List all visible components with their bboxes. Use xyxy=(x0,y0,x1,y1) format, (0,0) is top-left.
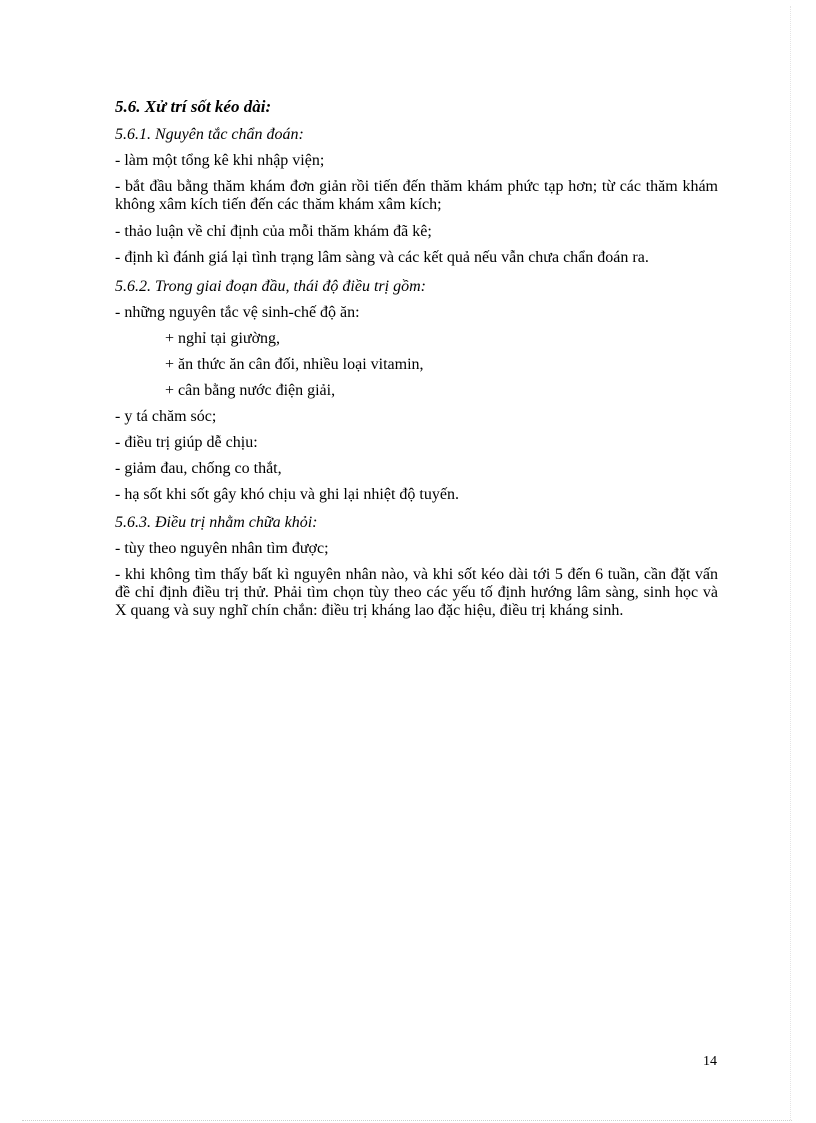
document-body xyxy=(115,96,718,629)
list-item: - những nguyên tắc vệ sinh-chế độ ăn: xyxy=(115,304,360,321)
list-item: - y tá chăm sóc; xyxy=(115,408,217,425)
list-item: - định kì đánh giá lại tình trạng lâm sàng và các kết quả nếu vẫn chưa chẩn đoán ra. xyxy=(115,249,649,266)
page-bottom-rule xyxy=(22,1120,792,1121)
page-edge-rule xyxy=(790,6,791,1120)
list-item: - thảo luận về chỉ định của mỗi thăm khám đã kê; xyxy=(115,223,432,240)
list-item: - tùy theo nguyên nhân tìm được; xyxy=(115,540,329,557)
page-number: 14 xyxy=(703,1054,717,1069)
list-item: - điều trị giúp dễ chịu: xyxy=(115,434,258,451)
subsection-heading-curative-treatment: 5.6.3. Điều trị nhằm chữa khỏi: xyxy=(115,514,318,531)
list-item: - bắt đầu bằng thăm khám đơn giản rồi tiến đến thăm khám phức tạp hơn; từ các thăm khám không xâm kích tiến đến các thăm khám xâm kích; xyxy=(115,178,718,213)
sub-list-item: + nghỉ tại giường, xyxy=(165,330,281,347)
sub-list-item: + cân bằng nước điện giải, xyxy=(165,382,336,399)
subsection-heading-initial-treatment: 5.6.2. Trong giai đoạn đầu, thái độ điều trị gồm: xyxy=(115,278,426,295)
list-item: - giảm đau, chống co thắt, xyxy=(115,460,282,477)
list-item: - khi không tìm thấy bất kì nguyên nhân nào, và khi sốt kéo dài tới 5 đến 6 tuần, cần đặt vấn đề chỉ định điều trị thử. Phải tìm chọn tùy theo các yếu tố định hướng lâm sàng, sinh học và X quang và suy nghĩ chín chắn: điều trị kháng lao đặc hiệu, điều trị kháng sinh. xyxy=(115,566,718,619)
subsection-heading-diagnosis: 5.6.1. Nguyên tắc chẩn đoán: xyxy=(115,126,304,143)
sub-list-item: + ăn thức ăn cân đối, nhiều loại vitamin, xyxy=(165,356,424,373)
list-item: - làm một tổng kê khi nhập viện; xyxy=(115,152,325,169)
list-item: - hạ sốt khi sốt gây khó chịu và ghi lại nhiệt độ tuyến. xyxy=(115,486,459,503)
section-heading: 5.6. Xử trí sốt kéo dài: xyxy=(115,97,272,116)
